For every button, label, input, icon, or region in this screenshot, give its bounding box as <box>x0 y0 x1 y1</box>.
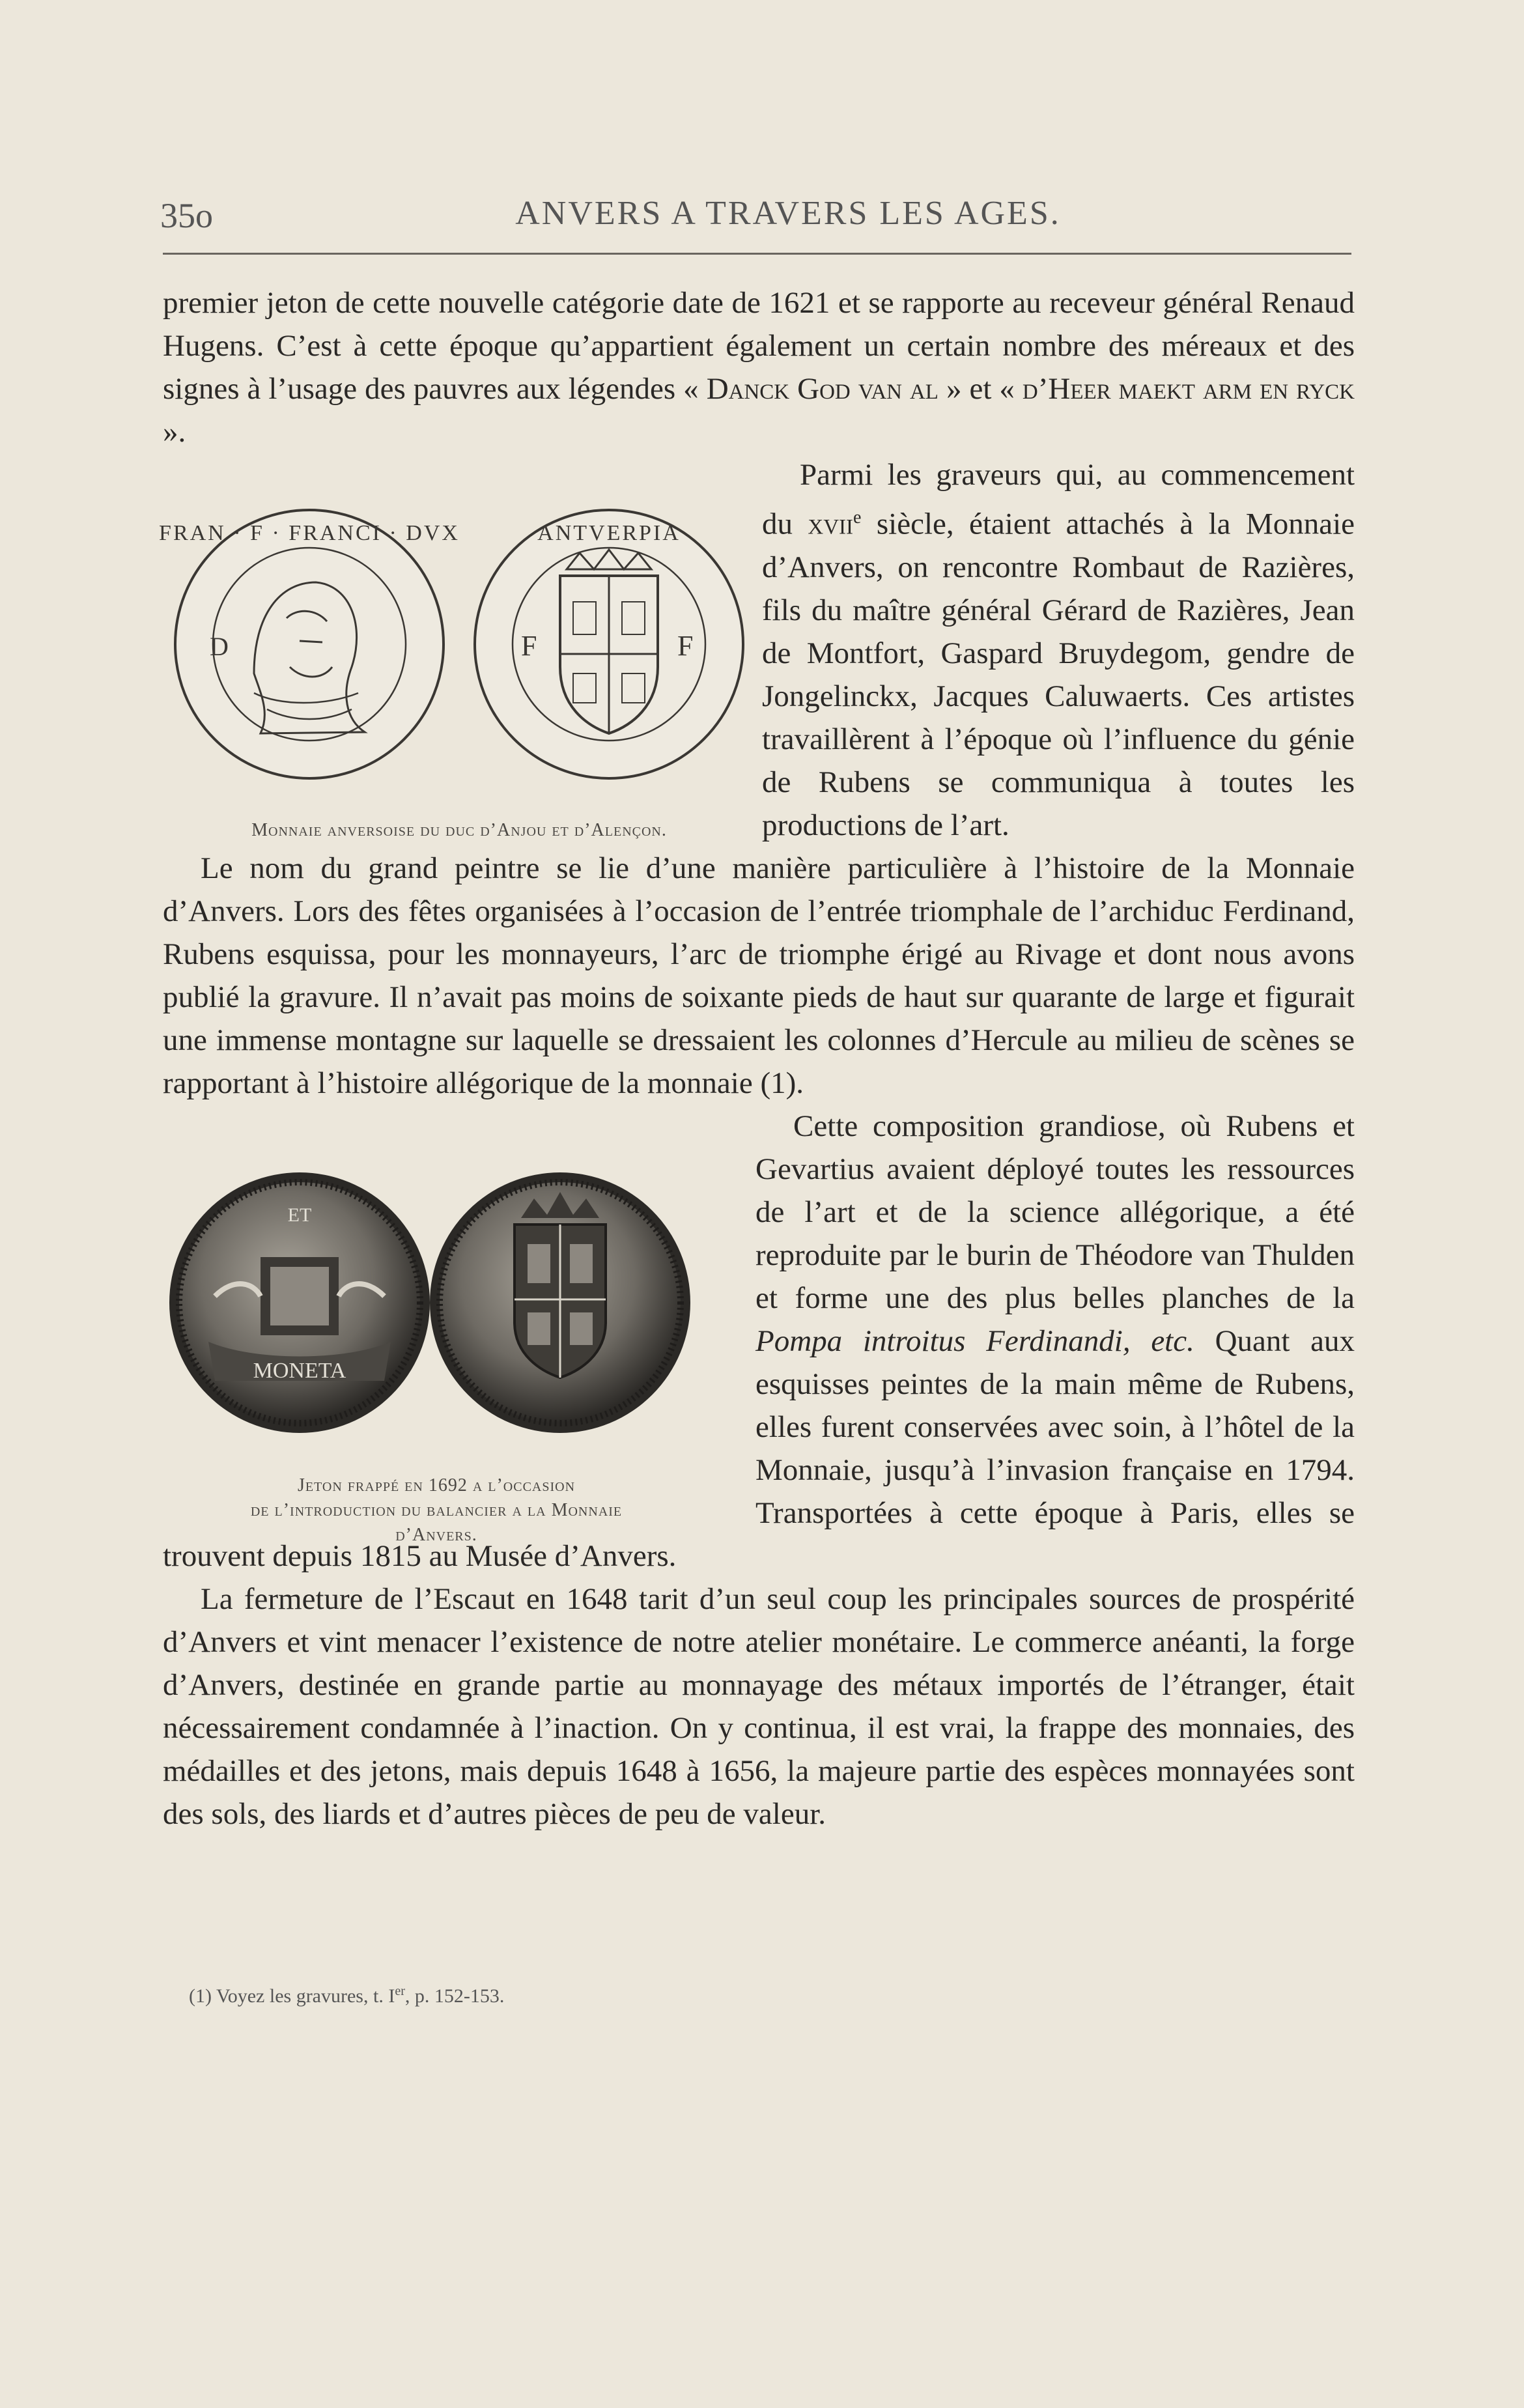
anjou-coin-illustration <box>156 478 762 797</box>
paragraph-1: premier jeton de cette nouvelle catégorie date de 1621 et se rapporte au receveur général Renaud Hugens. C’est à cette époque qu’appartient également un certain nombre des méreaux et des signes à l’usage des pauvres aux légendes « Danck God van al » et « d’Heer maekt arm en ryck ». <box>163 286 1355 449</box>
running-title: ANVERS A TRAVERS LES AGES. <box>515 195 1061 232</box>
svg-text:F: F <box>521 630 537 662</box>
svg-text:ANTVERPIA: ANTVERPIA <box>537 521 681 545</box>
footnote: (1) Voyez les gravures, t. Ier, p. 152-153. <box>189 1984 505 2007</box>
page-number: 35o <box>160 196 213 235</box>
figure-jeton-1692 <box>156 1146 716 1545</box>
jeton-obverse-icon <box>169 1172 430 1433</box>
svg-text:ET: ET <box>287 1204 312 1226</box>
coin-obverse-icon <box>159 510 460 778</box>
figure-anjou-coin <box>156 478 762 844</box>
figure-2-caption: Jeton frappé en 1692 a l’occasion de l’introduction du balancier a la Monnaie d’Anvers. <box>250 1475 623 1545</box>
paragraph-3: Le nom du grand peintre se lie d’une manière particulière à l’histoire de la Monnaie d’Anvers. Lors des fêtes organisées à l’occasion de l’entrée triomphale de l’archiduc Ferdinand, Rubens esquissa, pour les monnayeurs, l’arc de triomphe érigé au Rivage et dont nous avons publié la gravure. Il n’avait pas moins de soixante pieds de haut sur quarante de large et figurait une immense montagne sur laquelle se dressaient les colonnes d’Hercule au milieu de scènes se rapportant à l’histoire allégorique de la monnaie (1). <box>163 851 1355 1100</box>
svg-text:D: D <box>210 632 229 661</box>
paragraph-4: Cette composition grandiose, où Rubens et Gevartius avaient déployé toutes les ressources de l’art et de la science allégorique, a été reproduite par le burin de Théodore van Thulden et forme une des plus belles planches de la Pompa introitus Ferdinandi, etc. Quant aux esquisses peintes de la main même de Rubens, elles furent conservées avec soin, à l’hôtel de la Monnaie, jusqu’à l’invasion française en 1794. Transportées à cette époque à Paris, elles se trouvent depuis 1815 au Musée d’Anvers. <box>163 1109 1355 1573</box>
jeton-illustration <box>156 1146 716 1452</box>
body-text <box>159 281 1355 1835</box>
svg-text:MONETA: MONETA <box>253 1358 346 1383</box>
paragraph-2: Parmi les graveurs qui, au commencement du xvii$^e$ siècle, étaient attachés à la Monnaie d’Anvers, on rencontre Rombaut de Razières, fils du maître général Gérard de Razières, Jean de Montfort, Gaspard Bruydegom, gendre de Jongelinckx, Jacques Caluwaerts. Ces artistes travaillèrent à l’époque où l’influence du génie de Rubens se communiqua à toutes les productions de l’art. <box>762 458 1355 842</box>
figure-1-caption: Monnaie anversoise du duc d’Anjou et d’Alençon. <box>251 820 667 840</box>
jeton-reverse-icon <box>430 1172 690 1433</box>
svg-text:FRAN · F · FRANCI · DVX: FRAN · F · FRANCI · DVX <box>159 521 460 545</box>
coin-reverse-icon <box>475 510 743 778</box>
svg-text:F: F <box>677 630 694 662</box>
paragraph-5: La fermeture de l’Escaut en 1648 tarit d’un seul coup les principales sources de prospérité d’Anvers et vint menacer l’existence de notre atelier monétaire. Le commerce anéanti, la forge d’Anvers, destinée en grande partie au monnayage des métaux importés de l’étranger, était nécessairement condamnée à l’inaction. On y continua, il est vrai, la frappe des monnaies, des médailles et des jetons, mais depuis 1648 à 1656, la majeure partie des espèces monnayées sont des sols, des liards et d’autres pièces de peu de valeur. <box>163 1581 1355 1831</box>
header-rule <box>163 253 1351 255</box>
